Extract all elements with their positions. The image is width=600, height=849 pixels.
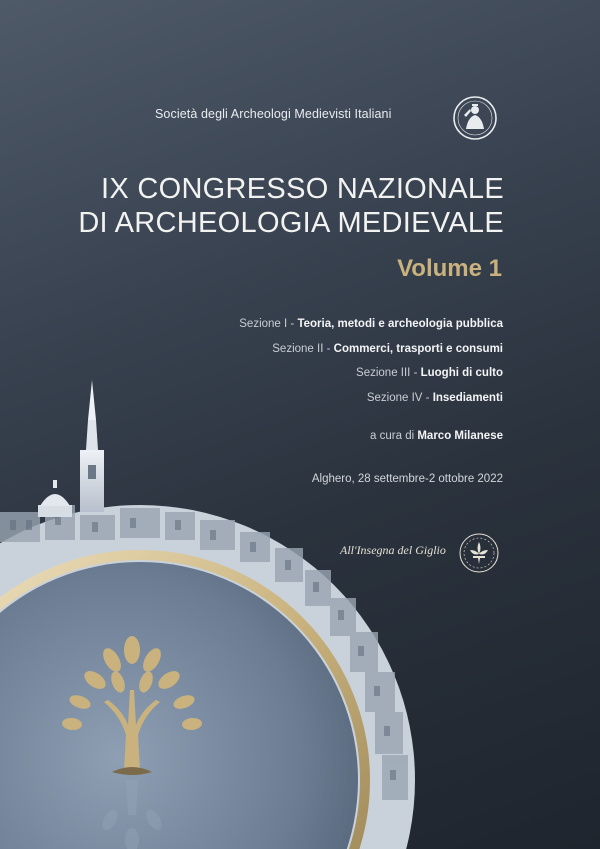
section-2: Sezione II - Commerci, trasporti e consumi (272, 342, 503, 355)
sections-list (239, 312, 503, 410)
title-line-2: DI ARCHEOLOGIA MEDIEVALE (78, 207, 504, 239)
lily-circle-emblem-icon (458, 532, 500, 574)
medieval-figure-seal-icon (452, 95, 498, 141)
place-date: Alghero, 28 settembre-2 ottobre 2022 (311, 473, 503, 485)
section-3: Sezione III - Luoghi di culto (356, 367, 503, 379)
curator-name: Marco Milanese (417, 430, 503, 442)
society-name: Società degli Archeologi Medievisti Italiani (155, 107, 392, 121)
curator-line (370, 430, 503, 442)
section-4: Sezione IV - Insediamenti (366, 391, 503, 404)
section-1: Sezione I - Teoria, metodi e archeologia pubblica (239, 318, 503, 330)
publisher-name: All'Insegna del Giglio (340, 543, 446, 557)
bell-tower (80, 380, 104, 512)
church-dome (38, 480, 72, 517)
volume-label: Volume 1 (397, 255, 502, 282)
title-line-1: IX CONGRESSO NAZIONALE (100, 173, 504, 205)
congress-title (78, 172, 504, 240)
curator-prefix: a cura di (370, 430, 418, 442)
